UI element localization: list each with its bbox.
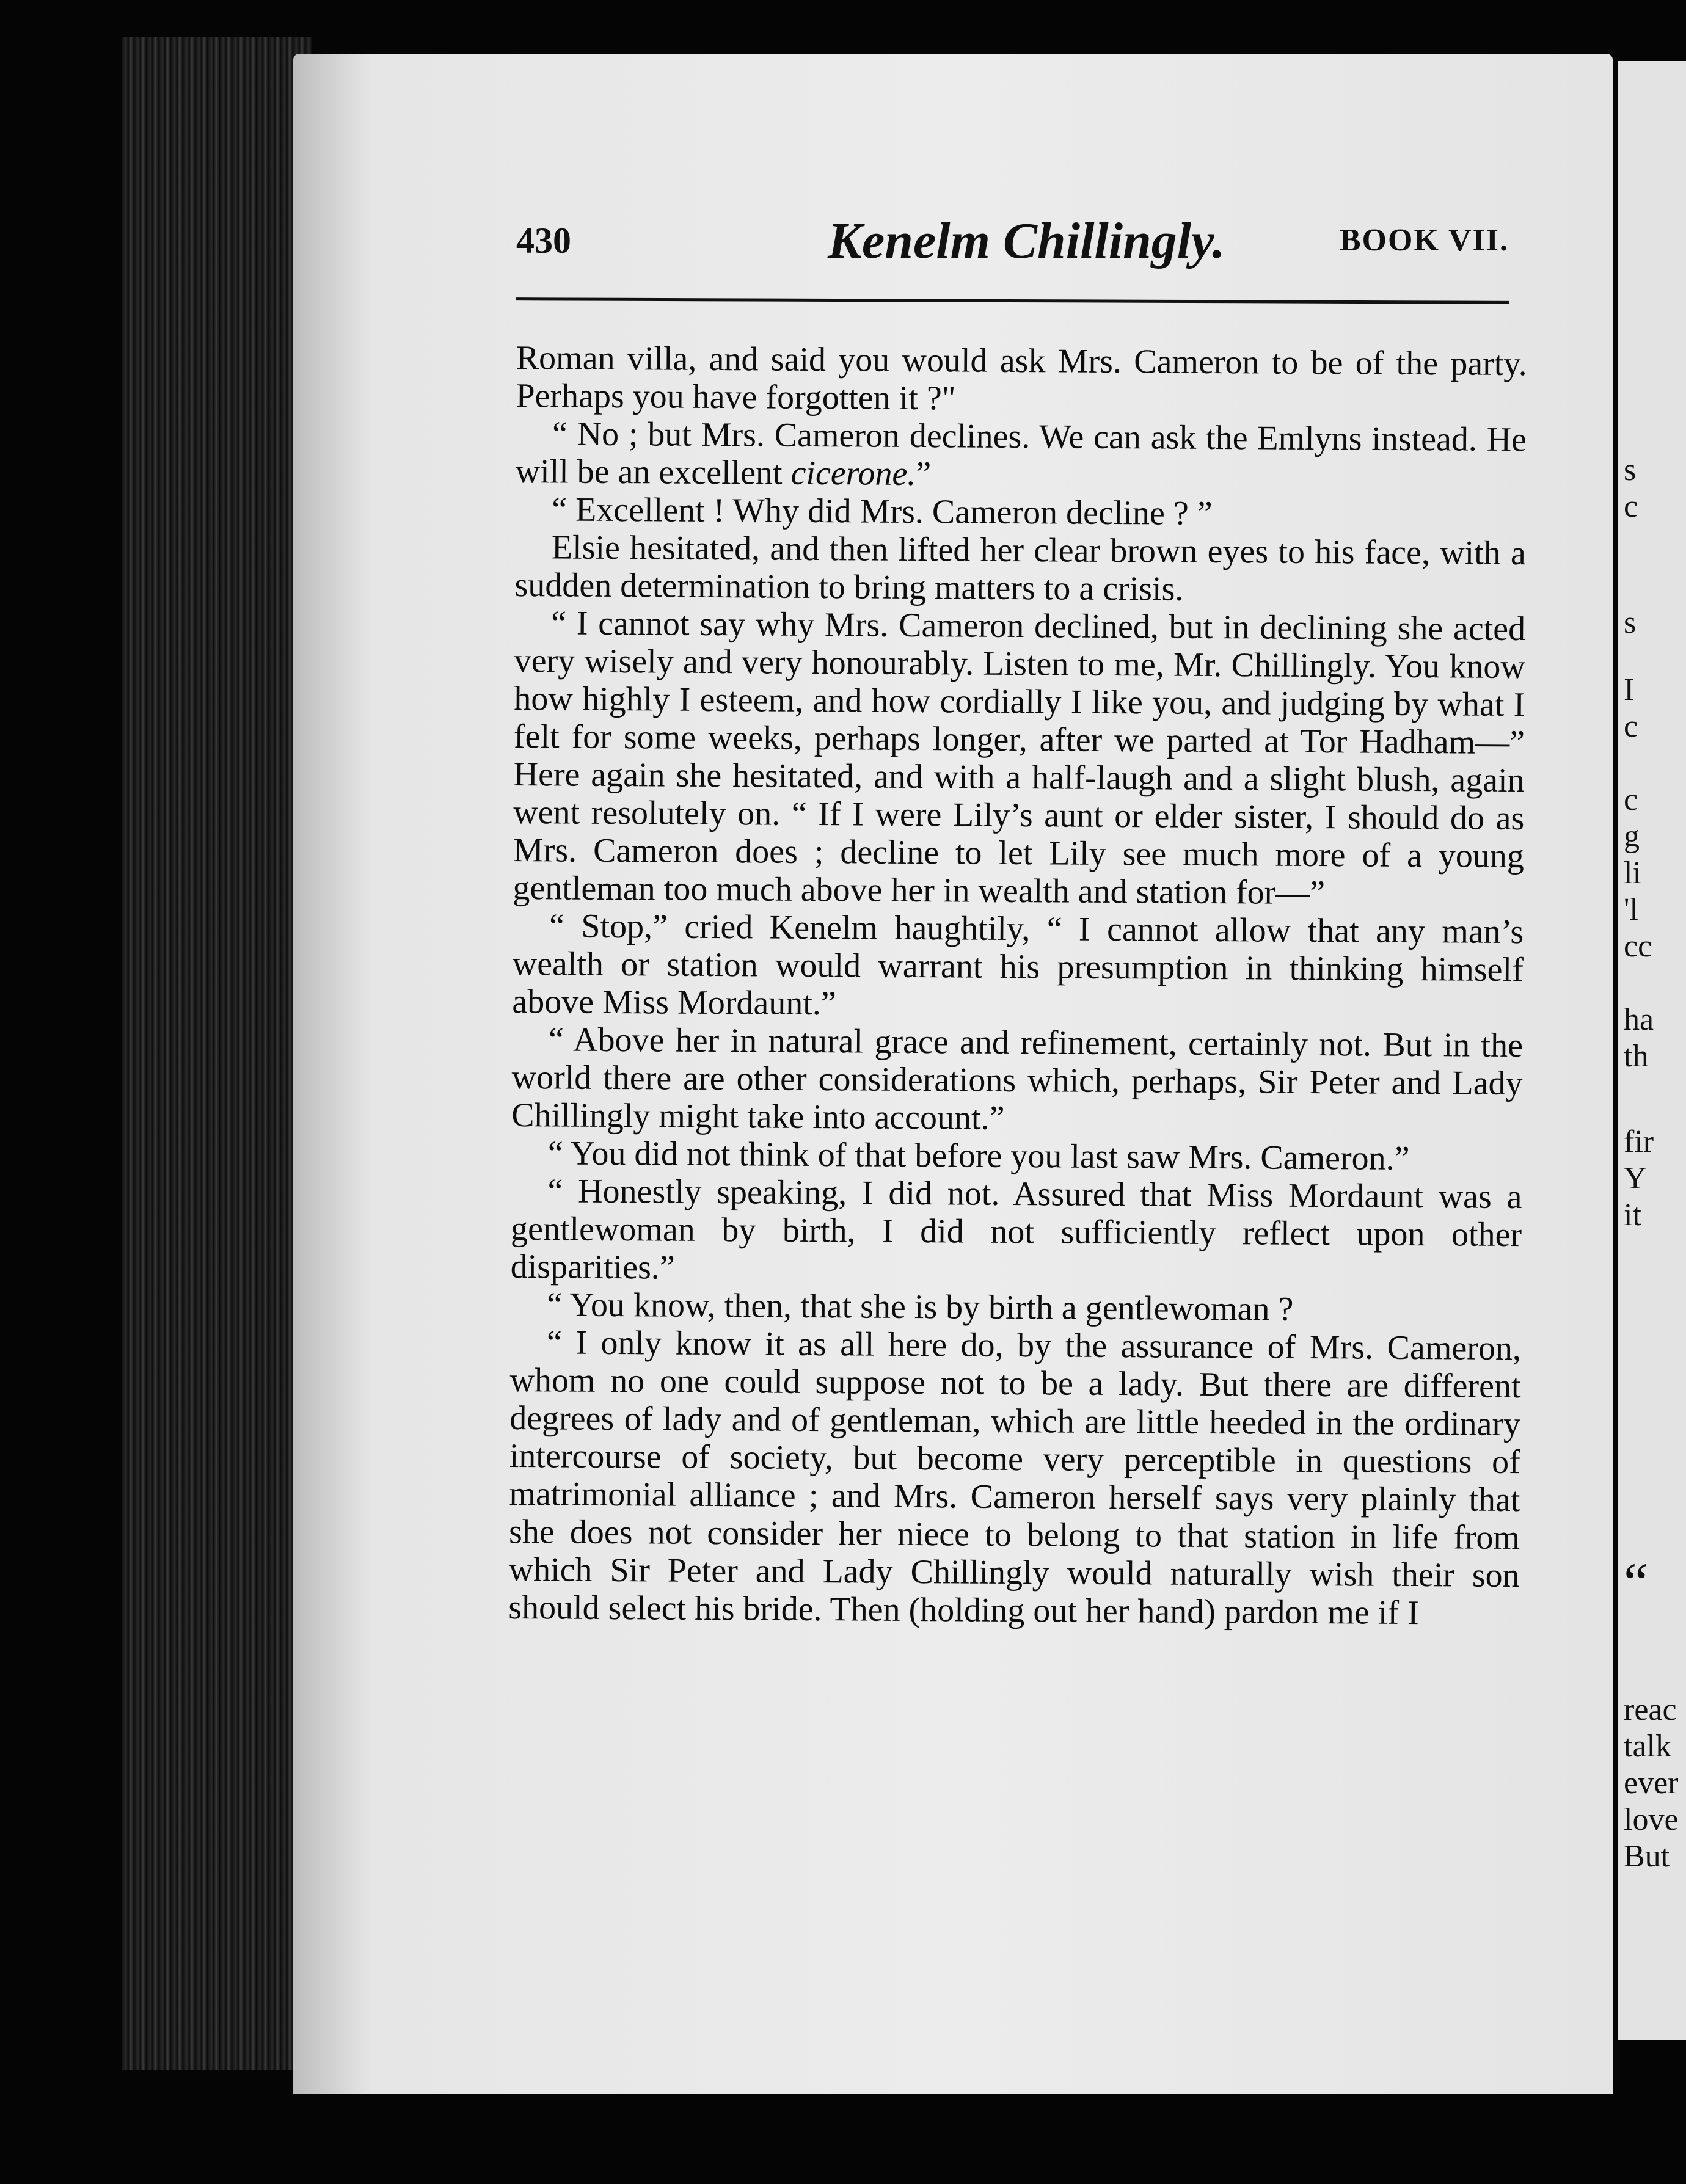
next-page-fragment: 'l xyxy=(1624,892,1638,927)
next-page-edge xyxy=(1618,61,1686,2040)
next-page-fragment: But xyxy=(1624,1839,1670,1874)
next-page-fragment: ever xyxy=(1624,1766,1679,1800)
next-page-fragment: s xyxy=(1624,605,1637,640)
next-page-fragment: c xyxy=(1624,782,1638,817)
paragraph-text: “ No ; but Mrs. Cameron declines. We can ask the Emlyns instead. He will be an excellent xyxy=(515,415,1527,492)
page-number: 430 xyxy=(516,220,571,261)
next-page-fragment: I xyxy=(1624,672,1635,707)
next-page-fragment: fir xyxy=(1624,1124,1654,1159)
next-page-fragment: reac xyxy=(1624,1692,1677,1727)
paragraph: “ Above her in natural grace and refinement, certainly not. But in the world there are other considerations which, perhaps, Sir Peter and Lady Chillingly might take into account.” xyxy=(511,1021,1524,1137)
running-title: Kenelm Chillingly. xyxy=(828,213,1225,269)
book-label: BOOK VII. xyxy=(1339,223,1509,258)
paragraph: “ Stop,” cried Kenelm haughtily, “ I cannot allow that any man’s wealth or station would warrant his presumption in thinking himself above Miss Mordaunt.” xyxy=(512,907,1524,1023)
paragraph: “ Honestly speaking, I did not. Assured that Miss Mordaunt was a gentlewoman by birth, I did not sufficiently reflect upon other disparities.” xyxy=(510,1172,1522,1287)
next-page-fragment: c xyxy=(1624,489,1638,524)
closing-quote: ” xyxy=(916,455,932,493)
next-page-fragment: “ xyxy=(1624,1552,1648,1613)
next-page-fragment: c xyxy=(1624,709,1638,744)
paragraph: “ You did not think of that before you last saw Mrs. Cameron.” xyxy=(547,1134,1410,1178)
next-page-fragment: it xyxy=(1624,1198,1641,1232)
paragraph: “ Excellent ! Why did Mrs. Cameron decline ? ” xyxy=(552,490,1213,533)
page-header xyxy=(516,213,1509,275)
next-page-fragment: li xyxy=(1624,856,1641,890)
paragraph: Roman villa, and said you would ask Mrs. Cameron to be of the party. Perhaps you have forgotten it ?" xyxy=(516,339,1527,418)
paragraph: “ I cannot say why Mrs. Cameron declined, but in declining she acted very wisely and very honourably. Listen to me, Mr. Chillingly. You know how highly I esteem, and how cordially I like you, and judging by what I felt for some weeks, perhaps longer, after we parted at Tor Hadham—” Here again she hesitated, and with a half-laugh and a slight blush, again went resolutely on. “ If I were Lily’s aunt or elder sister, I should do as Mrs. Cameron does ; decline to let Lily see much more of a young gentleman too much above her in wealth and station for—” xyxy=(513,604,1526,912)
next-page-fragment: s xyxy=(1624,453,1637,487)
next-page-fragment: cc xyxy=(1624,929,1652,964)
italic-word: cicerone. xyxy=(790,454,916,493)
paragraph: “ I only know it as all here do, by the assurance of Mrs. Cameron, whom no one could suppose not to be a lady. But there are different degrees of lady and of gentleman, which are little heeded in the ordinary intercourse of society, but become very perceptible in questions of matrimonial alliance ; and Mrs. Cameron herself says very plainly that she does not consider her niece to belong to that station in life from which Sir Peter and Lady Chillingly would naturally wish their son should select his bride. Then (holding out her hand) pardon me if I xyxy=(508,1323,1522,1633)
book-page-edges xyxy=(122,37,312,2070)
paragraph: Elsie hesitated, and then lifted her clear brown eyes to his face, with a sudden determination to bring matters to a crisis. xyxy=(514,528,1527,608)
next-page-fragment: talk xyxy=(1624,1729,1671,1764)
next-page-fragment: ha xyxy=(1624,1002,1654,1037)
next-page-fragment: g xyxy=(1624,819,1640,854)
body-text xyxy=(508,339,1527,1633)
next-page-fragment: th xyxy=(1624,1039,1649,1074)
paragraph: “ You know, then, that she is by birth a gentlewoman ? xyxy=(547,1286,1294,1328)
paragraph xyxy=(515,415,1527,497)
next-page-fragment: love xyxy=(1624,1802,1679,1837)
next-page-fragment: Y xyxy=(1624,1161,1647,1196)
